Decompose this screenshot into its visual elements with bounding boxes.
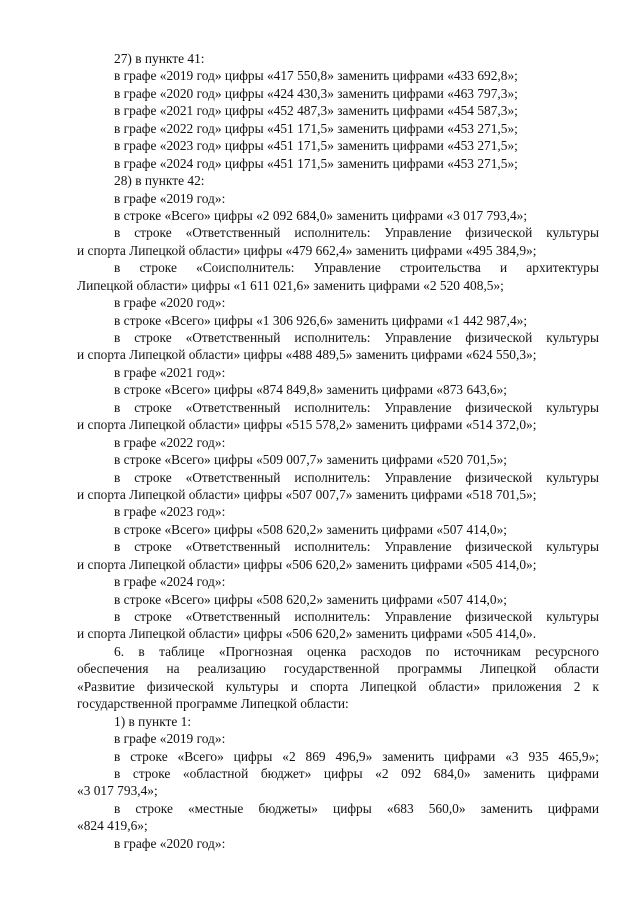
text-line: обеспечения на реализацию государственной программы Липецкой области [77,661,599,677]
text-line: в строке «Всего» цифры «874 849,8» заменить цифрами «873 643,6»; [114,382,508,398]
text-line: в строке «Ответственный исполнитель: Управление физической культуры [114,609,599,624]
text-line: «3 017 793,4»; [77,783,158,799]
text-line: в строке «Всего» цифры «1 306 926,6» заменить цифрами «1 442 987,4»; [114,312,528,328]
text-line: в строке «местные бюджеты» цифры «683 560,0» заменить цифрами [114,800,599,816]
text-line: в графе «2022 год»: [114,434,226,450]
text-line: в строке «Всего» цифры «509 007,7» заменить цифрами «520 701,5»; [114,452,508,468]
text-line: в строке «Соисполнитель: Управление строительства и архитектуры [114,260,599,276]
text-line: в строке «Ответственный исполнитель: Управление физической культуры [114,469,599,485]
text-line: в строке «Всего» цифры «2 869 496,9» заменить цифрами «3 935 465,9»; [114,748,599,764]
text-line: и спорта Липецкой области» цифры «488 489,5» заменить цифрами «624 550,3»; [77,347,537,363]
text-line: 6. в таблице «Прогнозная оценка расходов по источникам ресурсного [114,643,599,659]
text-line: и спорта Липецкой области» цифры «506 620,2» заменить цифрами «505 414,0». [77,626,537,642]
text-line: и спорта Липецкой области» цифры «506 620,2» заменить цифрами «505 414,0»; [77,556,537,572]
text-line: в строке «Ответственный исполнитель: Управление физической культуры [114,539,599,555]
text-line: в графе «2023 год»: [114,504,226,520]
text-line: 1) в пункте 1: [114,713,192,729]
text-line: и спорта Липецкой области» цифры «507 007,7» заменить цифрами «518 701,5»; [77,486,537,502]
text-line: и спорта Липецкой области» цифры «479 662,4» заменить цифрами «495 384,9»; [77,242,537,258]
text-line: в графе «2024 год» цифры «451 171,5» заменить цифрами «453 271,5»; [114,155,518,171]
text-line: «Развитие физической культуры и спорта Липецкой области» приложения 2 к [77,678,599,694]
text-line: в графе «2021 год» цифры «452 487,3» заменить цифрами «454 587,3»; [114,103,518,119]
text-line: в графе «2022 год» цифры «451 171,5» заменить цифрами «453 271,5»; [114,120,518,136]
text-line: в графе «2021 год»: [114,364,226,380]
text-line: Липецкой области» цифры «1 611 021,6» заменить цифрами «2 520 408,5»; [77,277,504,293]
text-line: в строке «Всего» цифры «508 620,2» заменить цифрами «507 414,0»; [114,521,508,537]
text-line: в строке «Ответственный исполнитель: Управление физической культуры [114,330,599,345]
text-line: в графе «2024 год»: [114,574,226,590]
text-line: в графе «2019 год»: [114,731,226,747]
text-line: в строке «Всего» цифры «2 092 684,0» заменить цифрами «3 017 793,4»; [114,207,528,223]
text-line: в графе «2019 год» цифры «417 550,8» заменить цифрами «433 692,8»; [114,68,518,84]
text-line: в графе «2020 год»: [114,295,226,311]
text-line: в графе «2023 год» цифры «451 171,5» заменить цифрами «453 271,5»; [114,138,518,154]
document-body [77,50,599,852]
text-line: в строке «Ответственный исполнитель: Управление физической культуры [114,399,599,415]
text-line: в графе «2020 год» цифры «424 430,3» заменить цифрами «463 797,3»; [114,85,518,101]
text-line: 27) в пункте 41: [114,51,205,66]
text-line: и спорта Липецкой области» цифры «515 578,2» заменить цифрами «514 372,0»; [77,417,537,433]
text-line: в строке «Ответственный исполнитель: Управление физической культуры [114,225,599,241]
text-line: в графе «2020 год»: [114,835,226,851]
text-line: в строке «областной бюджет» цифры «2 092 684,0» заменить цифрами [114,765,599,781]
text-line: 28) в пункте 42: [114,173,205,189]
text-line: в строке «Всего» цифры «508 620,2» заменить цифрами «507 414,0»; [114,591,508,607]
text-line: «824 419,6»; [77,818,148,834]
text-line: государственной программе Липецкой области: [77,696,349,712]
text-line: в графе «2019 год»: [114,190,226,206]
